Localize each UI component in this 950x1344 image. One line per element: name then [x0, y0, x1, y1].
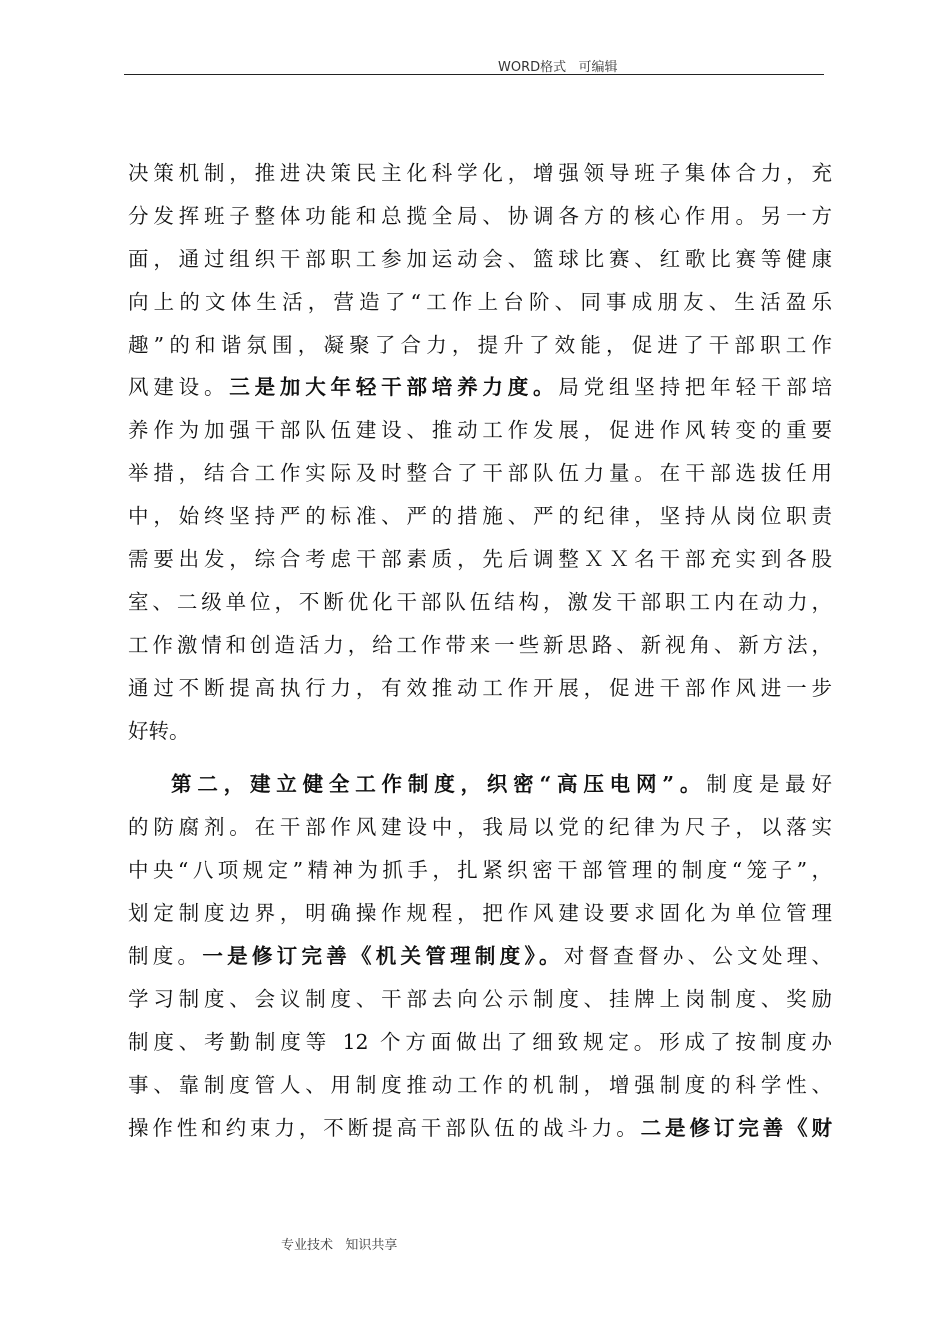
text-run: 制度是最好: [706, 772, 832, 797]
text-run: 需要出发，综合考虑干部素质，先后调整ＸＸ名干部充实到各股: [128, 547, 832, 572]
text-run: 划定制度边界，明确操作规程，把作风建设要求固化为单位管理: [128, 901, 832, 926]
text-line: [128, 281, 832, 324]
page-footer: 专业技术 知识共享: [281, 1238, 398, 1253]
text-run: 操作性和约束力，不断提高干部队伍的战斗力。: [128, 1115, 641, 1140]
text-line: [128, 849, 832, 892]
document-body: [128, 152, 832, 1149]
text-line: [128, 195, 832, 238]
text-run: 中央“八项规定”精神为抓手，扎紧织密干部管理的制度“笼子”，: [128, 858, 832, 883]
text-line: [128, 1107, 832, 1150]
page-header: WORD格式 可编辑: [498, 60, 618, 75]
text-run: 制度。: [128, 944, 203, 969]
text-run: 局党组坚持把年轻干部培: [558, 375, 833, 400]
text-run: 事、靠制度管人、用制度推动工作的机制，增强制度的科学性、: [128, 1072, 832, 1097]
text-run: 工作激情和创造活力，给工作带来一些新思路、新视角、新方法，: [128, 632, 832, 657]
text-run: 好转。: [128, 718, 190, 743]
text-run: 分发挥班子整体功能和总揽全局、协调各方的核心作用。另一方: [128, 203, 832, 228]
text-run: 养作为加强干部队伍建设、推动工作发展，促进作风转变的重要: [128, 418, 832, 443]
text-line: [128, 538, 832, 581]
text-run: 风建设。: [128, 375, 230, 400]
bold-text-run: 二是修订完善《财: [640, 1115, 832, 1140]
text-line: [128, 1064, 832, 1107]
text-line: [128, 978, 832, 1021]
text-run: 决策机制，推进决策民主化科学化，增强领导班子集体合力，充: [128, 161, 832, 185]
bold-text-run: 第二，建立健全工作制度，织密“高压电网”。: [171, 772, 707, 797]
text-run: 中，始终坚持严的标准、严的措施、严的纪律，坚持从岗位职责: [128, 504, 832, 529]
text-line: [128, 624, 832, 667]
bold-text-run: 三是加大年轻干部培养力度。: [229, 375, 559, 400]
text-line: [128, 935, 832, 978]
text-run: 面，通过组织干部职工参加运动会、篮球比赛、红歌比赛等健康: [128, 246, 832, 271]
text-line: [128, 710, 832, 753]
text-line: [128, 667, 832, 710]
text-run: 室、二级单位，不断优化干部队伍结构，激发干部职工内在动力，: [128, 589, 832, 614]
text-run: 学习制度、会议制度、干部去向公示制度、挂牌上岗制度、奖励: [128, 986, 832, 1011]
text-run: 通过不断提高执行力，有效推动工作开展，促进干部作风进一步: [128, 675, 832, 700]
text-run: 对督查督办、公文处理、: [563, 944, 833, 969]
text-line: [128, 763, 832, 806]
bold-text-run: 一是修订完善《机关管理制度》。: [202, 944, 564, 969]
header-rule: [124, 74, 824, 75]
text-line: [128, 581, 832, 624]
text-line: [128, 806, 832, 849]
text-line: [128, 1021, 832, 1064]
text-run: 向上的文体生活，营造了“工作上台阶、同事成朋友、生活盈乐: [128, 289, 832, 314]
text-line: [128, 238, 832, 281]
text-line: [128, 366, 832, 409]
paragraph-gap: [128, 752, 832, 763]
paragraph: [128, 763, 832, 1149]
text-run: 制度、考勤制度等 12 个方面做出了细致规定。形成了按制度办: [128, 1029, 832, 1054]
text-line: [128, 324, 832, 367]
text-line: [128, 452, 832, 495]
text-run: 的防腐剂。在干部作风建设中，我局以党的纪律为尺子，以落实: [128, 815, 832, 840]
text-run: 举措，结合工作实际及时整合了干部队伍力量。在干部选拔任用: [128, 461, 832, 486]
text-line: [128, 495, 832, 538]
text-line: [128, 409, 832, 452]
text-line: [128, 892, 832, 935]
paragraph: [128, 152, 832, 752]
text-run: 趣”的和谐氛围，凝聚了合力，提升了效能，促进了干部职工作: [128, 332, 832, 357]
text-line: [128, 152, 832, 195]
